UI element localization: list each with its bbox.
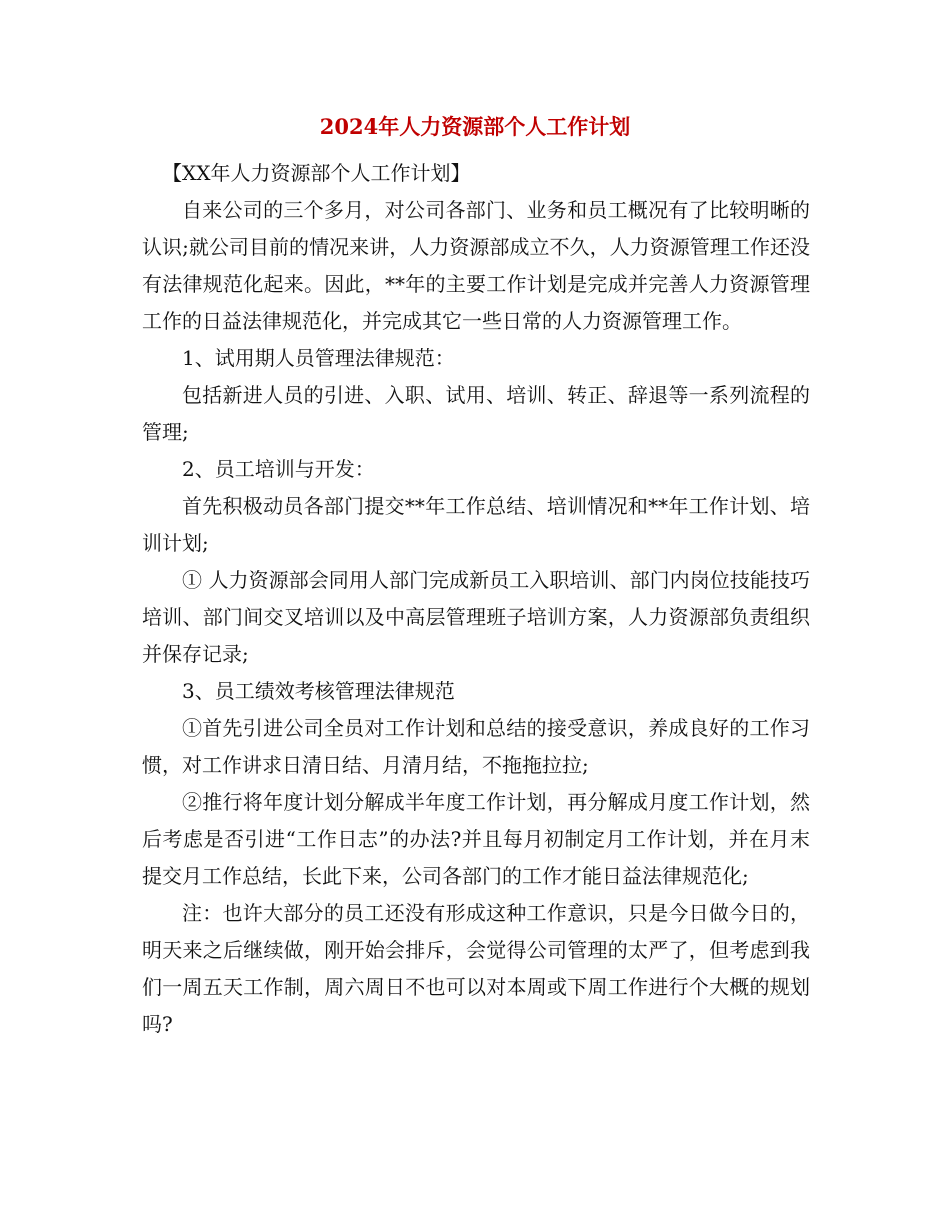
- section-heading-training: 2、员工培训与开发：: [182, 457, 375, 481]
- paragraph-subtitle: 【XX年人力资源部个人工作计划】: [162, 161, 471, 185]
- paragraph-intro: 自来公司的三个多月，对公司各部门、业务和员工概况有了比较明晰的认识;就公司目前的情况来讲，人力资源部成立不久，人力资源管理工作还没有法律规范化起来。因此，**年的主要工作计划是完成并完善人力资源管理工作的日益法律规范化，并完成其它一些日常的人力资源管理工作。: [142, 198, 810, 333]
- paragraph-training-2: ① 人力资源部会同用人部门完成新员工入职培训、部门内岗位技能技巧培训、部门间交叉培训以及中高层管理班子培训方案，人力资源部负责组织并保存记录;: [142, 568, 810, 666]
- document-body: [142, 155, 810, 1043]
- paragraph-performance-1: ①首先引进公司全员对工作计划和总结的接受意识，养成良好的工作习惯，对工作讲求日清日结、月清月结，不拖拖拉拉;: [142, 716, 810, 777]
- section-heading-probation: 1、试用期人员管理法律规范：: [182, 346, 455, 370]
- section-heading-performance: 3、员工绩效考核管理法律规范: [182, 679, 455, 703]
- paragraph-probation: 包括新进人员的引进、入职、试用、培训、转正、辞退等一系列流程的管理;: [142, 383, 810, 444]
- paragraph-training-1: 首先积极动员各部门提交**年工作总结、培训情况和**年工作计划、培训计划;: [142, 494, 810, 555]
- paragraph-performance-2: ②推行将年度计划分解成半年度工作计划，再分解成月度工作计划，然后考虑是否引进“工作日志”的办法?并且每月初制定月工作计划，并在月末提交月工作总结，长此下来，公司各部门的工作才能日益法律规范化;: [142, 790, 810, 888]
- page-title: 2024年人力资源部个人工作计划: [319, 114, 631, 139]
- paragraph-note: 注：也许大部分的员工还没有形成这种工作意识，只是今日做今日的，明天来之后继续做，刚开始会排斥，会觉得公司管理的太严了，但考虑到我们一周五天工作制，周六周日不也可以对本周或下周工作进行个大概的规划吗?: [142, 901, 810, 1036]
